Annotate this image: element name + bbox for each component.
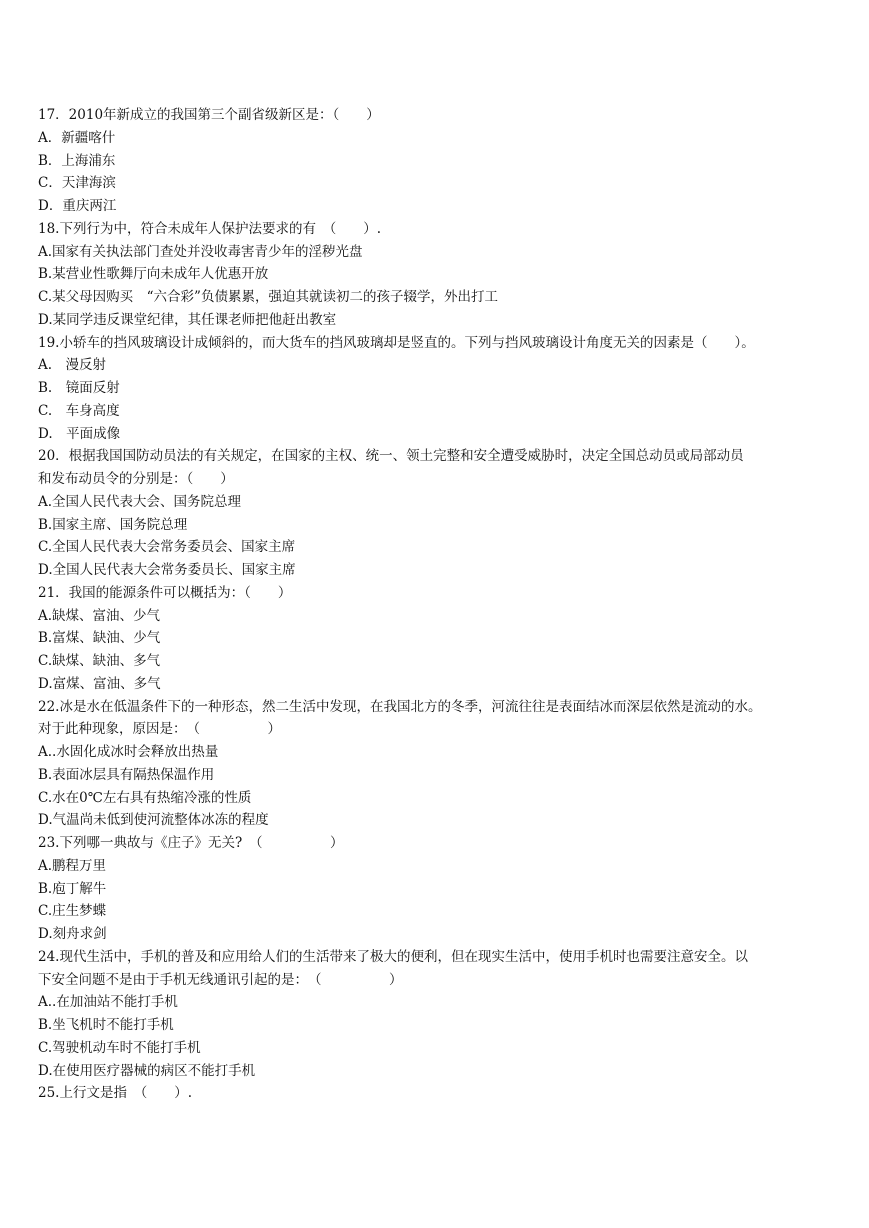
answer-option: A．新疆喀什 [38, 129, 116, 146]
answer-option: A.全国人民代表大会、国务院总理 [38, 493, 242, 510]
answer-option: A. 漫反射 [38, 357, 107, 374]
answer-option: D. 平面成像 [38, 425, 121, 442]
question-stem: 和发布动员令的分别是：（ ） [38, 471, 234, 487]
question-18 [38, 218, 844, 332]
question-21 [38, 582, 844, 696]
answer-option: A..在加油站不能打手机 [38, 994, 178, 1011]
answer-option: C.某父母因购买 “六合彩”负债累累，强迫其就读初二的孩子辍学，外出打工 [38, 289, 498, 305]
question-17 [38, 104, 844, 218]
question-stem: 19.小轿车的挡风玻璃设计成倾斜的，而大货车的挡风玻璃却是竖直的。下列与挡风玻璃设计角度无关的因素是（ ）。 [38, 334, 755, 351]
question-stem: 对于此种现象，原因是： （ ） [38, 721, 281, 738]
answer-option: B.坐飞机时不能打手机 [38, 1017, 174, 1033]
question-stem: 23.下列哪一典故与《庄子》无关? （ ） [38, 835, 344, 851]
answer-option: A.缺煤、富油、少气 [38, 607, 161, 624]
question-19 [38, 332, 844, 446]
question-stem: 21．我国的能源条件可以概括为：（ ） [38, 584, 292, 601]
answer-option: B.国家主席、国务院总理 [38, 516, 188, 533]
answer-option: D.气温尚未低到使河流整体冰冻的程度 [38, 812, 269, 829]
answer-option: D．重庆两江 [38, 198, 117, 214]
answer-option: C. 车身高度 [38, 402, 120, 419]
answer-option: C.水在0℃左右具有热缩冷涨的性质 [38, 789, 252, 806]
answer-option: A.国家有关执法部门查处并没收毒害青少年的淫秽光盘 [38, 243, 363, 260]
answer-option: C．天津海滨 [38, 175, 116, 192]
question-stem: 17．2010年新成立的我国第三个副省级新区是：（ ） [38, 107, 380, 123]
question-stem: 下安全问题不是由于手机无线通讯引起的是： （ ） [38, 971, 403, 988]
answer-option: B.富煤、缺油、少气 [38, 630, 161, 647]
question-22 [38, 696, 844, 833]
answer-option: B．上海浦东 [38, 152, 116, 169]
question-25 [38, 1082, 844, 1105]
answer-option: C.庄生梦蝶 [38, 903, 107, 920]
answer-option: D.在使用医疗器械的病区不能打手机 [38, 1062, 256, 1079]
question-stem: 24.现代生活中，手机的普及和应用给人们的生活带来了极大的便利，但在现实生活中，使用手机时也需要注意安全。以 [38, 948, 748, 965]
answer-option: D.刻舟求剑 [38, 926, 107, 942]
answer-option: D.富煤、富油、多气 [38, 675, 161, 692]
question-stem: 18.下列行为中，符合未成年人保护法要求的有 （ ）. [38, 220, 382, 237]
answer-option: C.驾驶机动车时不能打手机 [38, 1039, 201, 1056]
answer-option: B.某营业性歌舞厅向未成年人优惠开放 [38, 266, 269, 283]
answer-option: B. 镜面反射 [38, 380, 120, 396]
question-20 [38, 445, 844, 582]
question-stem: 25.上行文是指 （ ）. [38, 1085, 193, 1102]
question-24 [38, 946, 844, 1083]
question-23 [38, 832, 844, 946]
answer-option: A..水固化成冰时会释放出热量 [38, 744, 219, 760]
answer-option: C.全国人民代表大会常务委员会、国家主席 [38, 539, 296, 556]
question-stem: 20．根据我国国防动员法的有关规定，在国家的主权、统一、领土完整和安全遭受威胁时，决定全国总动员或局部动员 [38, 448, 744, 465]
answer-option: C.缺煤、缺油、多气 [38, 653, 161, 669]
exam-document [38, 104, 844, 1105]
answer-option: D.全国人民代表大会常务委员长、国家主席 [38, 562, 296, 578]
answer-option: B.表面冰层具有隔热保温作用 [38, 766, 215, 783]
answer-option: A.鹏程万里 [38, 857, 107, 874]
answer-option: B.庖丁解牛 [38, 880, 107, 897]
question-stem: 22.冰是水在低温条件下的一种形态，然二生活中发现，在我国北方的冬季，河流往往是表面结冰而深层依然是流动的水。 [38, 698, 762, 715]
answer-option: D.某同学违反课堂纪律，其任课老师把他赶出教室 [38, 311, 337, 328]
